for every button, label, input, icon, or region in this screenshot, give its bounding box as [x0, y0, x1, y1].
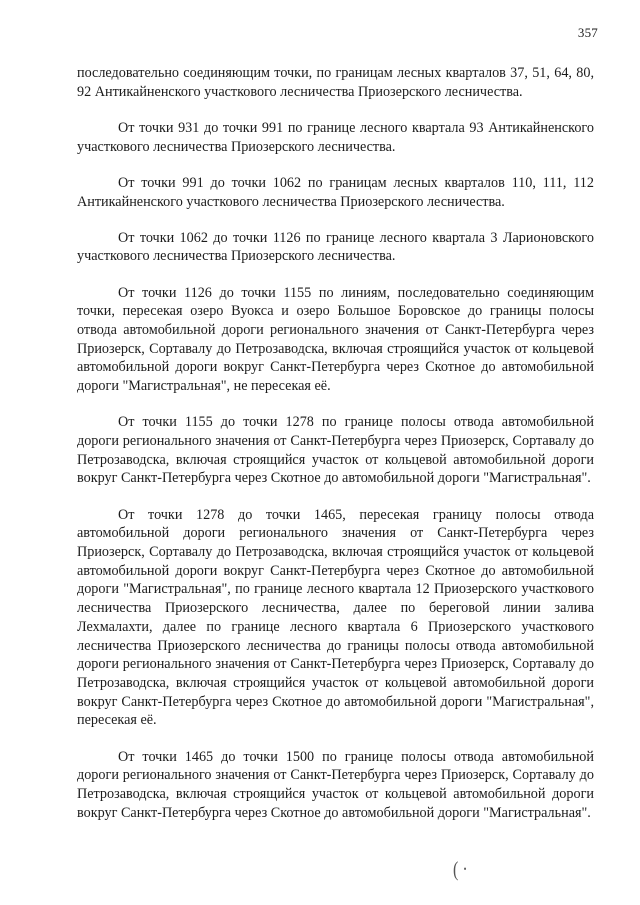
paragraph: последовательно соединяющим точки, по границам лесных кварталов 37, 51, 64, 80, 92 Антикайненского участкового лесничества Приозерского лесничества. [77, 65, 594, 100]
paragraph: От точки 1278 до точки 1465, пересекая границу полосы отвода автомобильной дороги регионального значения от Санкт-Петербурга через Приозерск, Сортавалу до Петрозаводска, включая строящийся участок от кольцевой автомобильной дороги вокруг Санкт-Петербурга через Скотное до автомобильной дороги "Магистральная", по границе лесного квартала 12 Приозерского участкового лесничества Приозерского лесничества, далее по береговой линии залива Лехмалахти, далее по границе лесного квартала 6 Приозерского участкового лесничества Приозерского лесничества до границы полосы отвода автомобильной дороги регионального значения от Санкт-Петербурга через Приозерск, Сортавалу до Петрозаводска, включая строящийся участок от кольцевой автомобильной дороги вокруг Санкт-Петербурга через Скотное до автомобильной дороги "Магистральная", пересекая её. [77, 506, 594, 729]
scan-mark: ( · [453, 859, 468, 882]
page-number: 357 [577, 25, 598, 40]
paragraph: От точки 931 до точки 991 по границе лесного квартала 93 Антикайненского участкового лесничества Приозерского лесничества. [77, 119, 594, 155]
paragraph: От точки 1155 до точки 1278 по границе полосы отвода автомобильной дороги регионального значения от Санкт-Петербурга через Приозерск, Сортавалу до Петрозаводска, включая строящийся участок от кольцевой автомобильной дороги вокруг Санкт-Петербурга через Скотное до автомобильной дороги "Магистральная". [77, 414, 594, 487]
document-body [77, 64, 594, 822]
paragraph: От точки 991 до точки 1062 по границам лесных кварталов 110, 111, 112 Антикайненского участкового лесничества Приозерского лесничества. [77, 174, 594, 210]
paragraph: От точки 1465 до точки 1500 по границе полосы отвода автомобильной дороги регионального значения от Санкт-Петербурга через Приозерск, Сортавалу до Петрозаводска, включая строящийся участок от кольцевой автомобильной дороги вокруг Санкт-Петербурга через Скотное до автомобильной дороги "Магистральная". [77, 748, 594, 821]
paragraph: От точки 1062 до точки 1126 по границе лесного квартала 3 Ларионовского участкового лесничества Приозерского лесничества. [77, 229, 594, 265]
paragraph: От точки 1126 до точки 1155 по линиям, последовательно соединяющим точки, пересекая озеро Вуокса и озеро Большое Боровское до границы полосы отвода автомобильной дороги регионального значения от Санкт-Петербурга через Приозерск, Сортавалу до Петрозаводска, включая строящийся участок от кольцевой автомобильной дороги вокруг Санкт-Петербурга через Скотное до автомобильной дороги "Магистральная", не пересекая её. [77, 284, 594, 395]
